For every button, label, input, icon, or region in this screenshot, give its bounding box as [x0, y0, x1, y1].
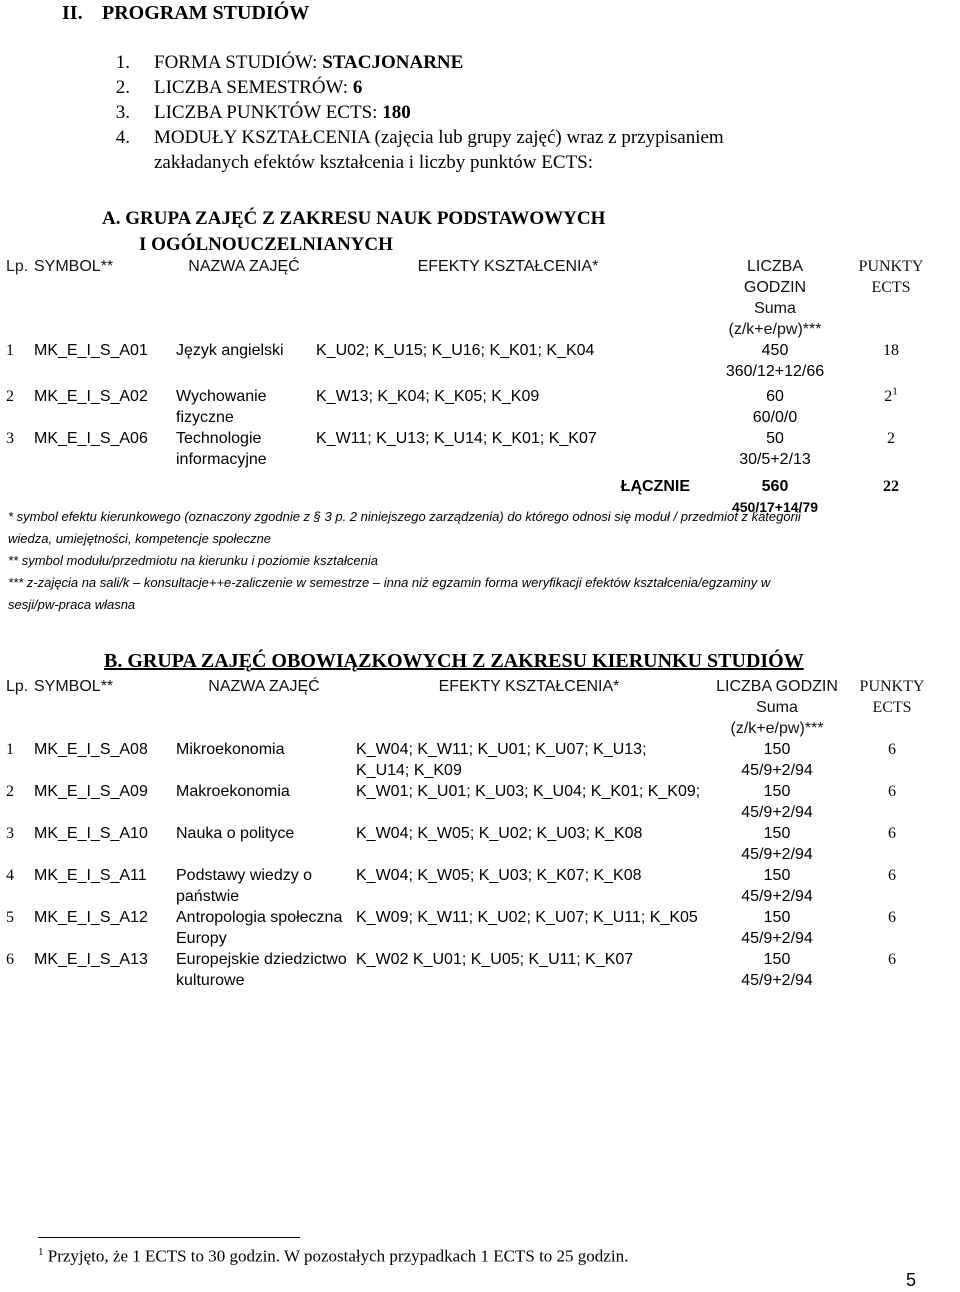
row-effects: K_W04; K_W05; K_U03; K_K07; K_K08 — [356, 867, 642, 884]
row-hours-split: 30/5+2/13 — [739, 451, 811, 468]
list-value: 6 — [352, 77, 363, 98]
list-label: MODUŁY KSZTAŁCENIA (zajęcia lub grupy zajęć) wraz z przypisaniem — [154, 127, 724, 148]
header-hours — [702, 256, 848, 340]
header-hours-line: LICZBA GODZIN — [716, 678, 838, 695]
row-hours — [704, 865, 850, 907]
list-number: 3. — [115, 102, 130, 123]
note-line: wiedza, umiejętności, kompetencje społeczne — [8, 531, 272, 546]
table-row — [4, 907, 934, 949]
row-hours-total: 150 — [763, 825, 791, 842]
row-hours — [704, 949, 850, 991]
header-hours-line: (z/k+e/pw)*** — [730, 720, 824, 737]
table-a-header — [4, 256, 934, 340]
header-effects: EFEKTY KSZTAŁCENIA* — [417, 258, 599, 275]
list-number: 1. — [115, 52, 130, 73]
row-hours-total: 50 — [766, 430, 784, 447]
header-lp: Lp. — [6, 258, 29, 275]
total-label: ŁĄCZNIE — [620, 478, 690, 495]
row-lp: 5 — [6, 909, 14, 926]
list-number: 4. — [115, 127, 130, 148]
header-symbol: SYMBOL** — [34, 258, 114, 275]
list-value: STACJONARNE — [322, 52, 464, 73]
list-value: 180 — [382, 102, 411, 123]
list-item — [90, 125, 724, 150]
section-title: PROGRAM STUDIÓW — [102, 2, 310, 24]
row-name: Wychowanie fizyczne — [176, 388, 267, 426]
row-ects: 6 — [888, 867, 896, 884]
row-ects: 6 — [888, 951, 896, 968]
row-symbol: MK_E_I_S_A09 — [34, 783, 148, 800]
row-symbol: MK_E_I_S_A12 — [34, 909, 148, 926]
row-hours — [704, 739, 850, 781]
header-ects — [850, 676, 934, 739]
row-lp: 2 — [6, 388, 14, 405]
row-symbol: MK_E_I_S_A06 — [34, 430, 148, 447]
row-ects — [848, 386, 934, 428]
row-hours-split: 45/9+2/94 — [741, 930, 813, 947]
header-name: NAZWA ZAJĘĆ — [208, 678, 320, 695]
row-effects: K_U02; K_U15; K_U16; K_K01; K_K04 — [316, 342, 595, 359]
header-name: NAZWA ZAJĘĆ — [188, 258, 300, 275]
section-a-line1: A. GRUPA ZAJĘĆ Z ZAKRESU NAUK PODSTAWOWYCH — [102, 208, 606, 229]
note-line: ** symbol modułu/przedmiotu na kierunku i poziomie kształcenia — [8, 553, 378, 568]
row-name: Podstawy wiedzy o państwie — [176, 867, 313, 905]
row-hours-total: 150 — [763, 741, 791, 758]
list-item — [90, 100, 724, 125]
list-item-continuation — [90, 150, 724, 175]
row-lp: 2 — [6, 783, 14, 800]
header-hours-line: Suma — [754, 300, 796, 317]
row-name: Technologie informacyjne — [176, 430, 267, 468]
row-name: Mikroekonomia — [176, 741, 285, 758]
row-symbol: MK_E_I_S_A13 — [34, 951, 148, 968]
header-ects-line: PUNKTY — [859, 678, 925, 695]
row-hours-split: 45/9+2/94 — [741, 846, 813, 863]
row-hours — [702, 428, 848, 470]
row-effects: K_W13; K_K04; K_K05; K_K09 — [316, 388, 540, 405]
table-b — [4, 676, 934, 991]
footnote — [38, 1246, 628, 1267]
header-lp: Lp. — [6, 678, 29, 695]
row-effects: K_W09; K_W11; K_U02; K_U07; K_U11; K_K05 — [356, 909, 698, 926]
total-hours-split: 450/17+14/79 — [731, 499, 819, 515]
row-ects-value: 2 — [884, 388, 893, 405]
section-number: II. — [62, 2, 83, 24]
section-a-title — [102, 206, 605, 258]
row-hours-split: 45/9+2/94 — [741, 888, 813, 905]
row-lp: 4 — [6, 867, 14, 884]
row-effects: K_W04; K_W05; K_U02; K_U03; K_K08 — [356, 825, 643, 842]
row-ects: 2 — [887, 430, 895, 447]
header-hours-line: LICZBA — [746, 258, 803, 275]
list-label: FORMA STUDIÓW: — [154, 52, 323, 73]
row-name: Nauka o polityce — [176, 825, 295, 842]
row-symbol: MK_E_I_S_A10 — [34, 825, 148, 842]
table-row — [4, 949, 934, 991]
row-symbol: MK_E_I_S_A11 — [34, 867, 147, 884]
row-ects: 6 — [888, 909, 896, 926]
section-b-title: B. GRUPA ZAJĘĆ OBOWIĄZKOWYCH Z ZAKRESU KIERUNKU STUDIÓW — [104, 650, 804, 672]
row-name: Europejskie dziedzictwo kulturowe — [176, 951, 347, 989]
footnote-ref: 1 — [892, 385, 898, 398]
row-ects: 6 — [888, 741, 896, 758]
table-row — [4, 428, 934, 470]
program-list — [90, 50, 724, 175]
row-lp: 3 — [6, 430, 14, 447]
row-symbol: MK_E_I_S_A01 — [34, 342, 148, 359]
row-hours — [702, 386, 848, 428]
header-ects-line: PUNKTY — [858, 258, 924, 275]
row-hours-split: 60/0/0 — [752, 409, 798, 426]
list-label: LICZBA SEMESTRÓW: — [154, 77, 353, 98]
header-hours-line: Suma — [756, 699, 798, 716]
row-ects: 18 — [883, 342, 899, 359]
header-ects — [848, 256, 934, 340]
row-hours-split: 45/9+2/94 — [741, 804, 813, 821]
section-a-line2: I OGÓLNOUCZELNIANYCH — [139, 234, 393, 255]
table-b-header — [4, 676, 934, 739]
table-a — [4, 256, 934, 518]
row-name: Antropologia społeczna Europy — [176, 909, 343, 947]
row-symbol: MK_E_I_S_A02 — [34, 388, 148, 405]
list-item — [90, 50, 724, 75]
row-hours-total: 150 — [763, 909, 791, 926]
header-ects-line: ECTS — [871, 279, 911, 296]
row-hours-total: 450 — [761, 342, 789, 359]
header-ects-line: ECTS — [872, 699, 912, 716]
table-row — [4, 340, 934, 382]
table-row — [4, 865, 934, 907]
row-lp: 1 — [6, 342, 14, 359]
list-label: LICZBA PUNKTÓW ECTS: — [154, 102, 383, 123]
row-lp: 3 — [6, 825, 14, 842]
footnote-separator — [38, 1237, 300, 1238]
section-heading — [62, 2, 309, 25]
row-hours-split: 360/12+12/66 — [725, 363, 825, 380]
row-symbol: MK_E_I_S_A08 — [34, 741, 148, 758]
row-name: Język angielski — [176, 342, 284, 359]
row-hours-total: 60 — [766, 388, 784, 405]
row-hours-total: 150 — [763, 867, 791, 884]
row-hours — [704, 823, 850, 865]
row-hours-split: 45/9+2/94 — [741, 762, 813, 779]
header-effects: EFEKTY KSZTAŁCENIA* — [438, 678, 620, 695]
header-hours — [704, 676, 850, 739]
total-ects: 22 — [883, 478, 899, 495]
row-effects: K_W04; K_W11; K_U01; K_U07; K_U13; K_U14; K_K09 — [356, 741, 647, 779]
list-item — [90, 75, 724, 100]
row-effects: K_W02 K_U01; K_U05; K_U11; K_K07 — [356, 951, 634, 968]
table-row — [4, 739, 934, 781]
row-effects: K_W11; K_U13; K_U14; K_K01; K_K07 — [316, 430, 597, 447]
row-lp: 6 — [6, 951, 14, 968]
list-label: zakładanych efektów kształcenia i liczby punktów ECTS: — [154, 152, 593, 173]
row-hours-total: 150 — [763, 951, 791, 968]
header-hours-line: (z/k+e/pw)*** — [728, 321, 822, 338]
row-hours-total: 150 — [763, 783, 791, 800]
table-notes — [8, 506, 948, 616]
row-effects: K_W01; K_U01; K_U03; K_U04; K_K01; K_K09; — [356, 783, 701, 800]
note-line: * symbol efektu kierunkowego (oznaczony zgodnie z § 3 p. 2 niniejszego zarządzenia) do którego odnosi się moduł / przedmiot z kategorii — [8, 509, 801, 524]
row-hours — [704, 907, 850, 949]
table-row — [4, 386, 934, 428]
row-lp: 1 — [6, 741, 14, 758]
note-line: *** z-zajęcia na sali/k – konsultacje++e-zaliczenie w semestrze – inna niż egzamin forma weryfikacji efektów kształcenia/egzaminy w — [8, 575, 771, 590]
total-hours-value: 560 — [761, 478, 789, 495]
header-symbol: SYMBOL** — [34, 678, 114, 695]
row-ects: 6 — [888, 825, 896, 842]
table-row — [4, 823, 934, 865]
row-hours-split: 45/9+2/94 — [741, 972, 813, 989]
header-hours-line: GODZIN — [743, 279, 807, 296]
page-number: 5 — [906, 1270, 917, 1290]
footnote-mark: 1 — [38, 1246, 44, 1258]
row-hours — [704, 781, 850, 823]
row-name: Makroekonomia — [176, 783, 290, 800]
table-row — [4, 781, 934, 823]
row-hours — [702, 340, 848, 382]
note-line: sesji/pw-praca własna — [8, 597, 136, 612]
list-number: 2. — [115, 77, 130, 98]
row-ects: 6 — [888, 783, 896, 800]
footnote-text: Przyjęto, że 1 ECTS to 30 godzin. W pozostałych przypadkach 1 ECTS to 25 godzin. — [43, 1246, 629, 1266]
